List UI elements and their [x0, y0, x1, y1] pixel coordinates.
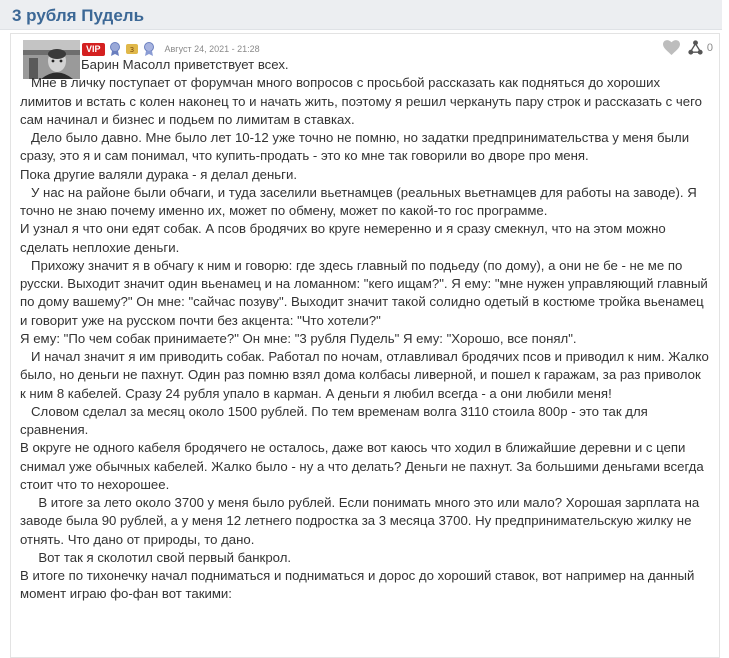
post-paragraph: У нас на районе были обчаги, и туда заселили вьетнамцев (реальных вьетнамцев для работы на заводе). Я точно не знаю почему именно их, может по обмену, может по какой-то гос программе.	[20, 184, 701, 218]
thread-title: 3 рубля Пудель	[12, 6, 145, 25]
svg-text:3: 3	[129, 46, 134, 54]
post-date: Август 24, 2021 - 21:28	[164, 44, 260, 54]
post-paragraph: И узнал я что они едят собак. А псов бродячих во круге немеренно и я сразу смекнул, что на этом можно сделать неплохие деньги.	[20, 221, 670, 255]
post-paragraph: Дело было давно. Мне было лет 10-12 уже точно не помню, но задатки предпринимательства у меня были сразу, это я и сам понимал, что купить-продать - это ко мне так говорили во дворе про меня.	[20, 130, 693, 164]
post-paragraph: Я ему: "По чем собак принимаете?" Он мне: "3 рубля Пудель" Я ему: "Хорошо, все понял".	[20, 330, 577, 346]
post-paragraph: В итоге за лето около 3700 у меня было рублей. Если понимать много это или мало? Хорошая зарплата на заводе была 90 рублей, а у меня 12 летнего подростка за 3 месяца 3700. Ну предпринимательскую жилку не отнять. Что дано от природы, то дано.	[20, 495, 703, 547]
post-paragraph: Словом сделал за месяц около 1500 рублей. По тем временам волга 3110 стоила 800р - это так для сравнения.	[20, 403, 652, 437]
thread-header	[0, 0, 722, 30]
share-count: 0	[706, 41, 713, 54]
rank-medal-icon	[108, 41, 122, 57]
post-paragraph: И начал значит я им приводить собак. Работал по ночам, отлавливал бродячих псов и приводил к ним. Жалко было, но деньги не пахнут. Один раз помню взял дома колбасы ливерной, и пошел к гаражам, за раз приволок к ним 8 кабелей. Сразу 24 рубля упало в карман. А деньги я любил всегда - а они любили меня!	[20, 349, 713, 401]
post-paragraph: В итоге по тихонечку начал подниматься и подниматься и дорос до хороший ставок, вот например на данный момент играю фо-фан вот такими:	[20, 568, 699, 602]
post-paragraph: Мне в личку поступает от форумчан много вопросов с просьбой рассказать как подняться до хороших лимитов и встать с колен наконец то и начать жить, поэтому я решил черкануть пару строк и рассказать с чего сам начинал и бизнес и подьем по лимитам в ставках.	[20, 75, 706, 127]
heart-icon[interactable]	[663, 40, 680, 55]
post-paragraph: Барин Масолл приветствует всех.	[81, 57, 289, 72]
achievement-badge-icon	[125, 41, 139, 57]
post-paragraph: В округе не одного кабеля бродячего не осталось, даже вот каюсь что ходил в ближайшие деревни и с цепи снимал уже обычных кабелей. Жалко было - ну а что делать? Деньги не пахнут. За большими деньгами всегда стоит что то нехорошее.	[20, 440, 708, 492]
post-paragraph: Вот так я сколотил свой первый банкрол.	[20, 549, 292, 565]
forum-post	[10, 33, 720, 658]
award-ribbon-icon	[142, 41, 156, 57]
post-body	[20, 56, 713, 604]
post-actions	[663, 40, 713, 55]
post-meta	[82, 41, 260, 57]
post-paragraph: Пока другие валяли дурака - я делал деньги.	[20, 166, 298, 182]
post-paragraph: Прихожу значит я в обчагу к ним и говорю: где здесь главный по подьеду (по дому), а они не бе - не ме по русски. Выходит значит один вьенамец и на ломанном: "кего ищам?". Я ему: "мне нужен управляющий главный по дому вашему?" Он мне: "сайчас позуву". Выходит значит такой солидно одетый в костюме тройка вьенамец и говорит уже на русском почти без акцента: "Что хотели?"	[20, 257, 712, 328]
vip-badge: VIP	[82, 43, 105, 56]
share-icon[interactable]	[688, 40, 703, 55]
